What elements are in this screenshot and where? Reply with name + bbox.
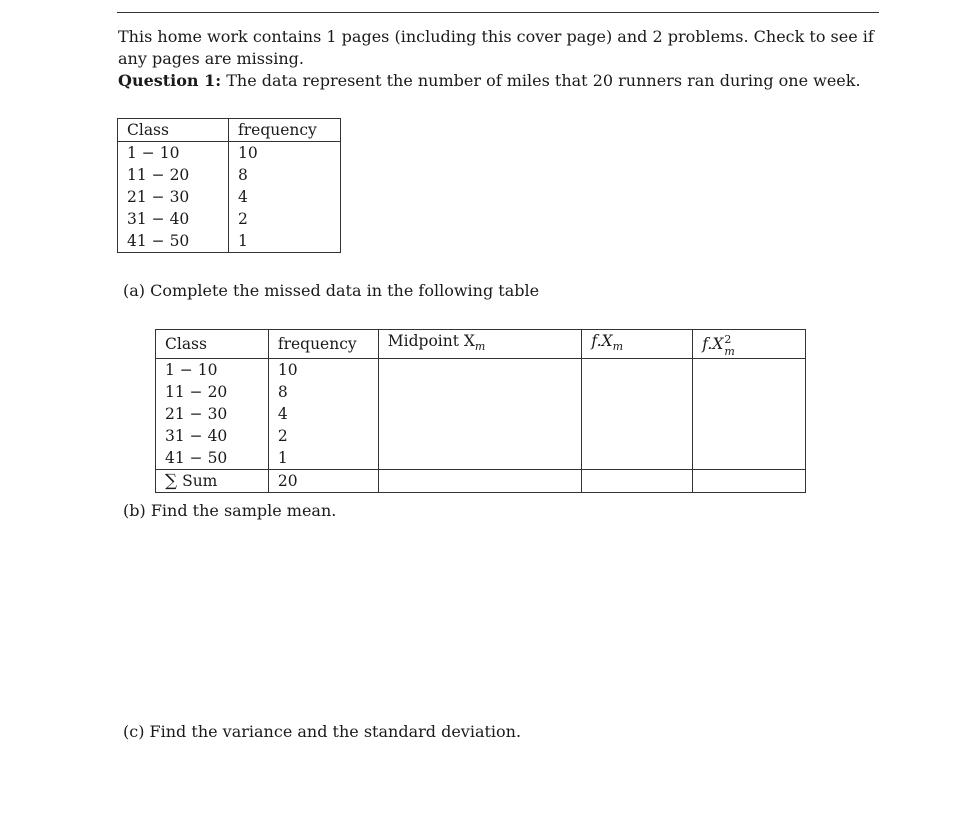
f-xm2-cell [693, 425, 806, 447]
table-row [118, 208, 341, 230]
class-cell: 31 − 40 [156, 425, 269, 447]
midpoint-cell [378, 447, 582, 470]
table-row [118, 230, 341, 253]
part-c-text: (c) Find the variance and the standard deviation. [123, 722, 522, 741]
sum-label-cell [156, 470, 269, 493]
top-rule [117, 12, 879, 13]
question-1-label: Question 1: [118, 71, 222, 90]
midpoint-cell [378, 381, 582, 403]
frequency-cell: 1 [268, 447, 378, 470]
sum-label: Sum [182, 472, 218, 491]
f-xm-cell [582, 447, 693, 470]
frequency-cell: 8 [268, 381, 378, 403]
f-xm-cell [582, 425, 693, 447]
table-header-row [156, 330, 806, 359]
class-cell: 1 − 10 [118, 142, 229, 165]
header-f-xm-label: f.X [591, 332, 613, 350]
sum-row [156, 470, 806, 493]
midpoint-cell [378, 403, 582, 425]
table-row [118, 142, 341, 165]
sum-midpoint-cell [378, 470, 582, 493]
table-header-row [118, 119, 341, 142]
header-midpoint-sub: m [474, 340, 486, 354]
header-midpoint-label: Midpoint X [387, 332, 475, 350]
intro-text: This home work contains 1 pages (including this cover page) and 2 problems. Check to see if any pages are missing. [118, 27, 874, 68]
header-f-xm2-sub: m [724, 345, 735, 359]
class-cell: 31 − 40 [118, 208, 229, 230]
class-cell: 1 − 10 [156, 359, 269, 382]
midpoint-cell [378, 359, 582, 382]
f-xm2-cell [693, 447, 806, 470]
question-1 [118, 70, 888, 92]
table-row [156, 425, 806, 447]
header-class: Class [118, 119, 229, 142]
frequency-cell: 1 [238, 232, 248, 250]
header-class: Class [156, 330, 269, 359]
sum-f-xm2-cell [693, 470, 806, 493]
header-f-xm [582, 330, 693, 359]
header-frequency: frequency [229, 119, 341, 142]
class-cell: 21 − 30 [118, 186, 229, 208]
header-frequency: frequency [268, 330, 378, 359]
f-xm2-cell [693, 359, 806, 382]
frequency-cell: 10 [238, 144, 258, 162]
table-row [156, 381, 806, 403]
midpoint-cell [378, 425, 582, 447]
class-cell: 21 − 30 [156, 403, 269, 425]
frequency-cell: 4 [268, 403, 378, 425]
table-row [118, 164, 341, 186]
f-xm-cell [582, 359, 693, 382]
table-row [156, 359, 806, 382]
header-f-xm2 [693, 330, 806, 359]
part-b-text: (b) Find the sample mean. [123, 501, 337, 520]
frequency-cell: 4 [238, 188, 248, 206]
f-xm-cell [582, 403, 693, 425]
table-row [156, 403, 806, 425]
f-xm-cell [582, 381, 693, 403]
header-f-xm2-label: f.X [702, 335, 724, 354]
frequency-cell: 2 [268, 425, 378, 447]
class-cell: 11 − 20 [156, 381, 269, 403]
header-midpoint [378, 330, 582, 359]
class-cell: 41 − 50 [118, 230, 229, 253]
f-xm2-cell [693, 403, 806, 425]
frequency-cell: 10 [268, 359, 378, 382]
table-row [156, 447, 806, 470]
sum-frequency-cell: 20 [268, 470, 378, 493]
question-1-text: The data represent the number of miles that 20 runners ran during one week. [226, 71, 861, 90]
class-cell: 11 − 20 [118, 164, 229, 186]
sum-f-xm-cell [582, 470, 693, 493]
class-cell: 41 − 50 [156, 447, 269, 470]
frequency-cell: 2 [238, 210, 248, 228]
header-f-xm2-sup: 2 [724, 333, 732, 347]
part-a-text: (a) Complete the missed data in the following table [123, 281, 540, 300]
f-xm2-cell [693, 381, 806, 403]
sigma-icon: ∑ [165, 471, 178, 492]
table-row [118, 186, 341, 208]
frequency-table [117, 118, 341, 253]
frequency-cell: 8 [238, 166, 248, 184]
completion-table [155, 329, 806, 493]
header-f-xm-sub: m [612, 340, 623, 354]
